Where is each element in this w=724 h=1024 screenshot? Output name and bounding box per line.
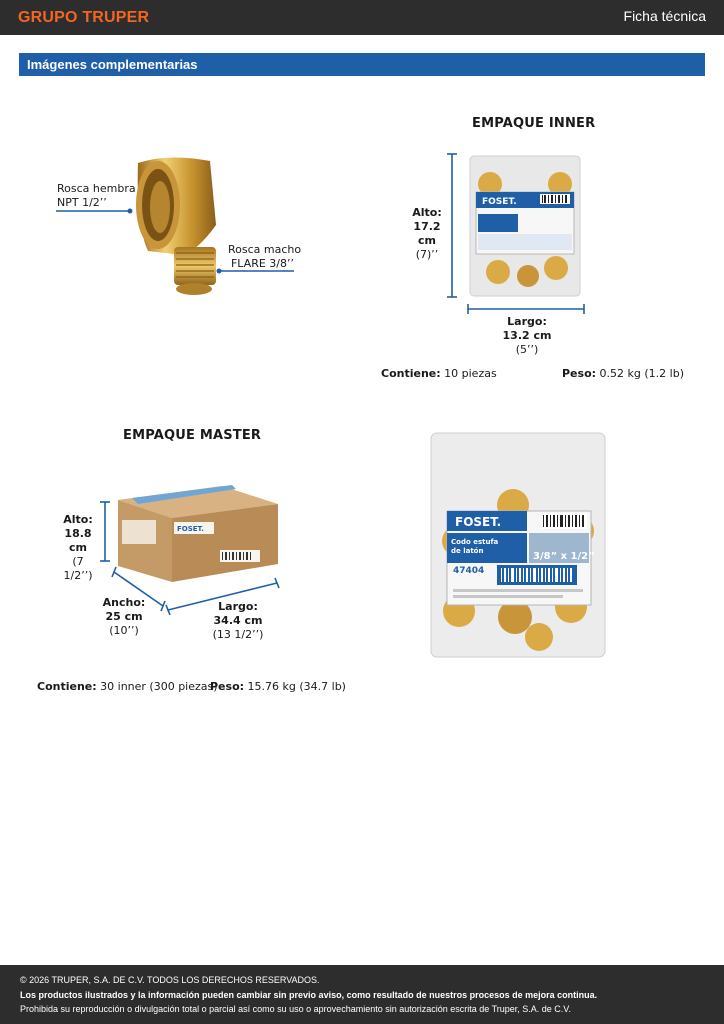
male-thread-name: Rosca macho <box>228 243 302 256</box>
inner-height-cm: 17.2 cm <box>413 220 441 247</box>
master-package-title: EMPAQUE MASTER <box>123 428 262 443</box>
female-thread-name: Rosca hembra <box>57 182 136 195</box>
document-type: Ficha técnica <box>623 8 706 24</box>
footer-notice: Los productos ilustrados y la información pueden cambiar sin previo aviso, como resultado de nuestros procesos de mejora continua. <box>20 990 598 1000</box>
package-brand: FOSET. <box>455 515 502 529</box>
inner-length-title: Largo: <box>507 315 547 328</box>
inner-weight-label: Peso: <box>562 367 597 380</box>
master-contents-label: Contiene: <box>37 680 97 693</box>
inner-length-in: (5’’) <box>515 343 539 356</box>
male-thread-size: FLARE 3/8’’ <box>230 257 294 270</box>
master-length-in: (13 1/2’’) <box>212 628 264 641</box>
master-height-label <box>58 513 98 583</box>
master-weight <box>210 680 346 694</box>
footer-copyright: © 2026 TRUPER, S.A. DE C.V. TODOS LOS DERECHOS RESERVADOS. <box>20 975 320 985</box>
package-size: 3/8” x 1/2” <box>533 551 595 562</box>
master-length-label <box>212 600 264 642</box>
master-box-brand: FOSET. <box>177 525 204 533</box>
master-width-in: (10’’) <box>109 624 139 637</box>
inner-height-title: Alto: <box>412 206 442 219</box>
master-height-cm: 18.8 cm <box>64 527 92 554</box>
section-title: Imágenes complementarias <box>27 57 198 72</box>
master-weight-label: Peso: <box>210 680 245 693</box>
master-height-in: (7 1/2’’) <box>63 555 93 582</box>
master-contents <box>37 680 218 694</box>
package-product-line-1: Codo estufa <box>451 538 499 546</box>
inner-contents-value: 10 piezas <box>444 367 497 380</box>
master-width-label <box>102 596 146 638</box>
master-length-cm: 34.4 cm <box>213 614 263 627</box>
master-contents-value: 30 inner (300 piezas) <box>100 680 218 693</box>
inner-height-in: (7)’’ <box>415 248 439 261</box>
master-width-title: Ancho: <box>102 596 146 609</box>
master-width-cm: 25 cm <box>105 610 143 623</box>
package-code: 47404 <box>453 566 485 576</box>
inner-contents-label: Contiene: <box>381 367 441 380</box>
footer-prohibition: Prohibida su reproducción o divulgación total o parcial así como su uso o aprovechamiento sin autorización escrita de Truper, S.A. de C.V. <box>20 1004 571 1014</box>
inner-package-brand: FOSET. <box>482 197 517 207</box>
master-length-title: Largo: <box>218 600 258 613</box>
inner-weight-value: 0.52 kg (1.2 lb) <box>599 367 684 380</box>
footer <box>0 965 724 1024</box>
inner-length-cm: 13.2 cm <box>502 329 552 342</box>
package-product-line-2: de latón <box>451 547 484 555</box>
master-weight-value: 15.76 kg (34.7 lb) <box>247 680 346 693</box>
product-package-image <box>429 431 607 659</box>
female-thread-size: NPT 1/2’’ <box>57 196 107 209</box>
master-height-title: Alto: <box>63 513 93 526</box>
brand-logo: GRUPO TRUPER <box>18 9 150 26</box>
inner-package-title: EMPAQUE INNER <box>472 116 596 131</box>
